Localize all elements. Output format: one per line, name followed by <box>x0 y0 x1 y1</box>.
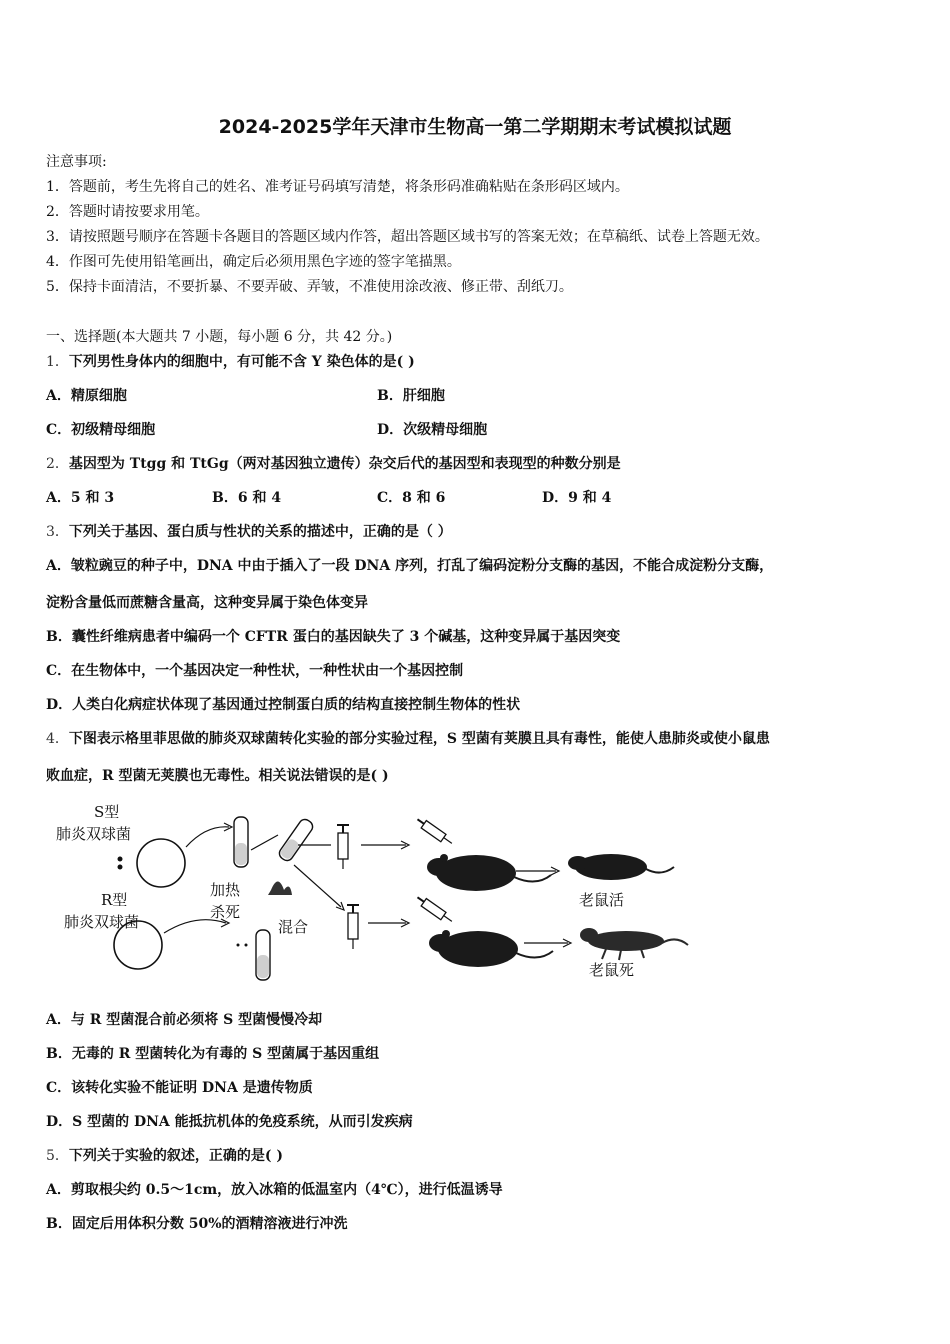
test-tube-liquid <box>235 843 247 865</box>
question-number: 3． <box>46 524 69 540</box>
q2-option-b: B．6 和 4 <box>212 490 282 506</box>
question-stem: 下列男性身体内的细胞中，有可能不含 Y 染色体的是( ) <box>68 354 415 370</box>
question-number: 2． <box>46 456 69 472</box>
mouse-alive-icon <box>568 854 674 880</box>
r-type-label: R型 <box>101 891 128 909</box>
bacteria-dot <box>245 944 248 947</box>
question-2 <box>46 455 621 473</box>
mouse-icon <box>427 854 551 891</box>
question-5 <box>46 1147 283 1165</box>
q1-option-d: D．次级精母细胞 <box>377 422 488 438</box>
transformation-experiment-figure <box>46 795 706 985</box>
question-4 <box>46 730 770 748</box>
bacteria-dot <box>118 857 123 862</box>
q1-option-c: C．初级精母细胞 <box>46 422 156 438</box>
s-type-label: S型 <box>94 803 120 821</box>
q3-option-b: B．囊性纤维病患者中编码一个 CFTR 蛋白的基因缺失了 3 个碱基，这种变异属于基因突变 <box>46 629 621 645</box>
alive-label: 老鼠活 <box>579 891 625 909</box>
notice-heading: 注意事项: <box>46 154 107 170</box>
s-type-name: 肺炎双球菌 <box>56 825 132 843</box>
q2-option-d: D．9 和 4 <box>542 490 612 506</box>
notice-item-3: 3．请按照题号顺序在答题卡各题目的答题区域内作答，超出答题区域书写的答案无效；在草稿纸、试卷上答题无效。 <box>46 229 769 245</box>
mouse-icon <box>429 930 553 967</box>
q3-option-d: D．人类白化病症状体现了基因通过控制蛋白质的结构直接控制生物体的性状 <box>46 697 521 713</box>
test-tube-liquid <box>257 955 269 978</box>
question-1 <box>46 353 415 371</box>
question-4-stem-line2: 败血症，R 型菌无荚膜也无毒性。相关说法错误的是( ) <box>46 768 389 784</box>
q4-option-a: A．与 R 型菌混合前必须将 S 型菌慢慢冷却 <box>46 1012 323 1028</box>
mouse-dead-icon <box>580 928 688 960</box>
bacteria-dot <box>118 865 123 870</box>
section-heading: 一、选择题(本大题共 7 小题，每小题 6 分，共 42 分。) <box>46 329 393 345</box>
notice-item-4: 4．作图可先使用铅笔画出，确定后必须用黑色字迹的签字笔描黑。 <box>46 254 461 270</box>
dead-label: 老鼠死 <box>589 961 635 979</box>
r-type-name: 肺炎双球菌 <box>64 913 140 931</box>
question-stem-line1: 下图表示格里菲思做的肺炎双球菌转化实验的部分实验过程，S 型菌有荚膜且具有毒性，能使人患肺炎或使小鼠患 <box>68 731 770 747</box>
heat-label: 加热 <box>210 881 241 899</box>
q3-option-a-line2: 淀粉含量低而蔗糖含量高，这种变异属于染色体变异 <box>46 595 368 611</box>
q4-option-b: B．无毒的 R 型菌转化为有毒的 S 型菌属于基因重组 <box>46 1046 380 1062</box>
question-stem: 下列关于实验的叙述，正确的是( ) <box>68 1148 284 1164</box>
question-number: 1． <box>46 354 69 370</box>
q5-option-b: B．固定后用体积分数 50%的酒精溶液进行冲洗 <box>46 1216 348 1232</box>
q5-option-a: A．剪取根尖约 0.5～1cm，放入冰箱的低温室内（4℃），进行低温诱导 <box>46 1182 503 1198</box>
question-stem: 下列关于基因、蛋白质与性状的关系的描述中，正确的是（ ） <box>68 524 452 540</box>
question-3 <box>46 523 452 541</box>
q4-option-d: D．S 型菌的 DNA 能抵抗机体的免疫系统，从而引发疾病 <box>46 1114 413 1130</box>
tilted-test-tube <box>277 817 315 863</box>
q2-option-c: C．8 和 6 <box>377 490 446 506</box>
q1-option-a: A．精原细胞 <box>46 388 127 404</box>
curved-arrow <box>186 827 229 847</box>
syringe-icon <box>415 816 455 847</box>
kill-label: 杀死 <box>210 903 241 921</box>
question-number: 5． <box>46 1148 69 1164</box>
q1-option-b: B．肝细胞 <box>377 388 445 404</box>
syringe-icon <box>415 894 455 925</box>
q4-option-c: C．该转化实验不能证明 DNA 是遗传物质 <box>46 1080 313 1096</box>
s-petri-dish <box>137 839 185 887</box>
syringe-icon <box>337 825 349 869</box>
q3-option-c: C．在生物体中，一个基因决定一种性状，一种性状由一个基因控制 <box>46 663 464 679</box>
page-title: 2024-2025学年天津市生物高一第二学期期末考试模拟试题 <box>218 116 732 138</box>
syringe-icon <box>347 905 359 949</box>
notice-item-2: 2．答题时请按要求用笔。 <box>46 204 209 220</box>
arrow-line <box>251 835 278 850</box>
question-stem: 基因型为 Ttgg 和 TtGg（两对基因独立遗传）杂交后代的基因型和表现型的种数分别是 <box>68 456 621 472</box>
mix-label: 混合 <box>278 918 309 936</box>
curved-arrow <box>164 920 226 933</box>
q3-option-a-line1: A．皱粒豌豆的种子中，DNA 中由于插入了一段 DNA 序列，打乱了编码淀粉分支酶的基因，不能合成淀粉分支酶， <box>46 558 774 574</box>
notice-item-1: 1．答题前，考生先将自己的姓名、准考证号码填写清楚，将条形码准确粘贴在条形码区域内。 <box>46 179 629 195</box>
flame-icon <box>268 882 292 896</box>
arrow-line <box>294 865 341 907</box>
question-number: 4． <box>46 731 69 747</box>
bacteria-dot <box>237 944 240 947</box>
notice-item-5: 5．保持卡面清洁，不要折暴、不要弄破、弄皱，不准使用涂改液、修正带、刮纸刀。 <box>46 279 573 295</box>
q2-option-a: A．5 和 3 <box>46 490 115 506</box>
